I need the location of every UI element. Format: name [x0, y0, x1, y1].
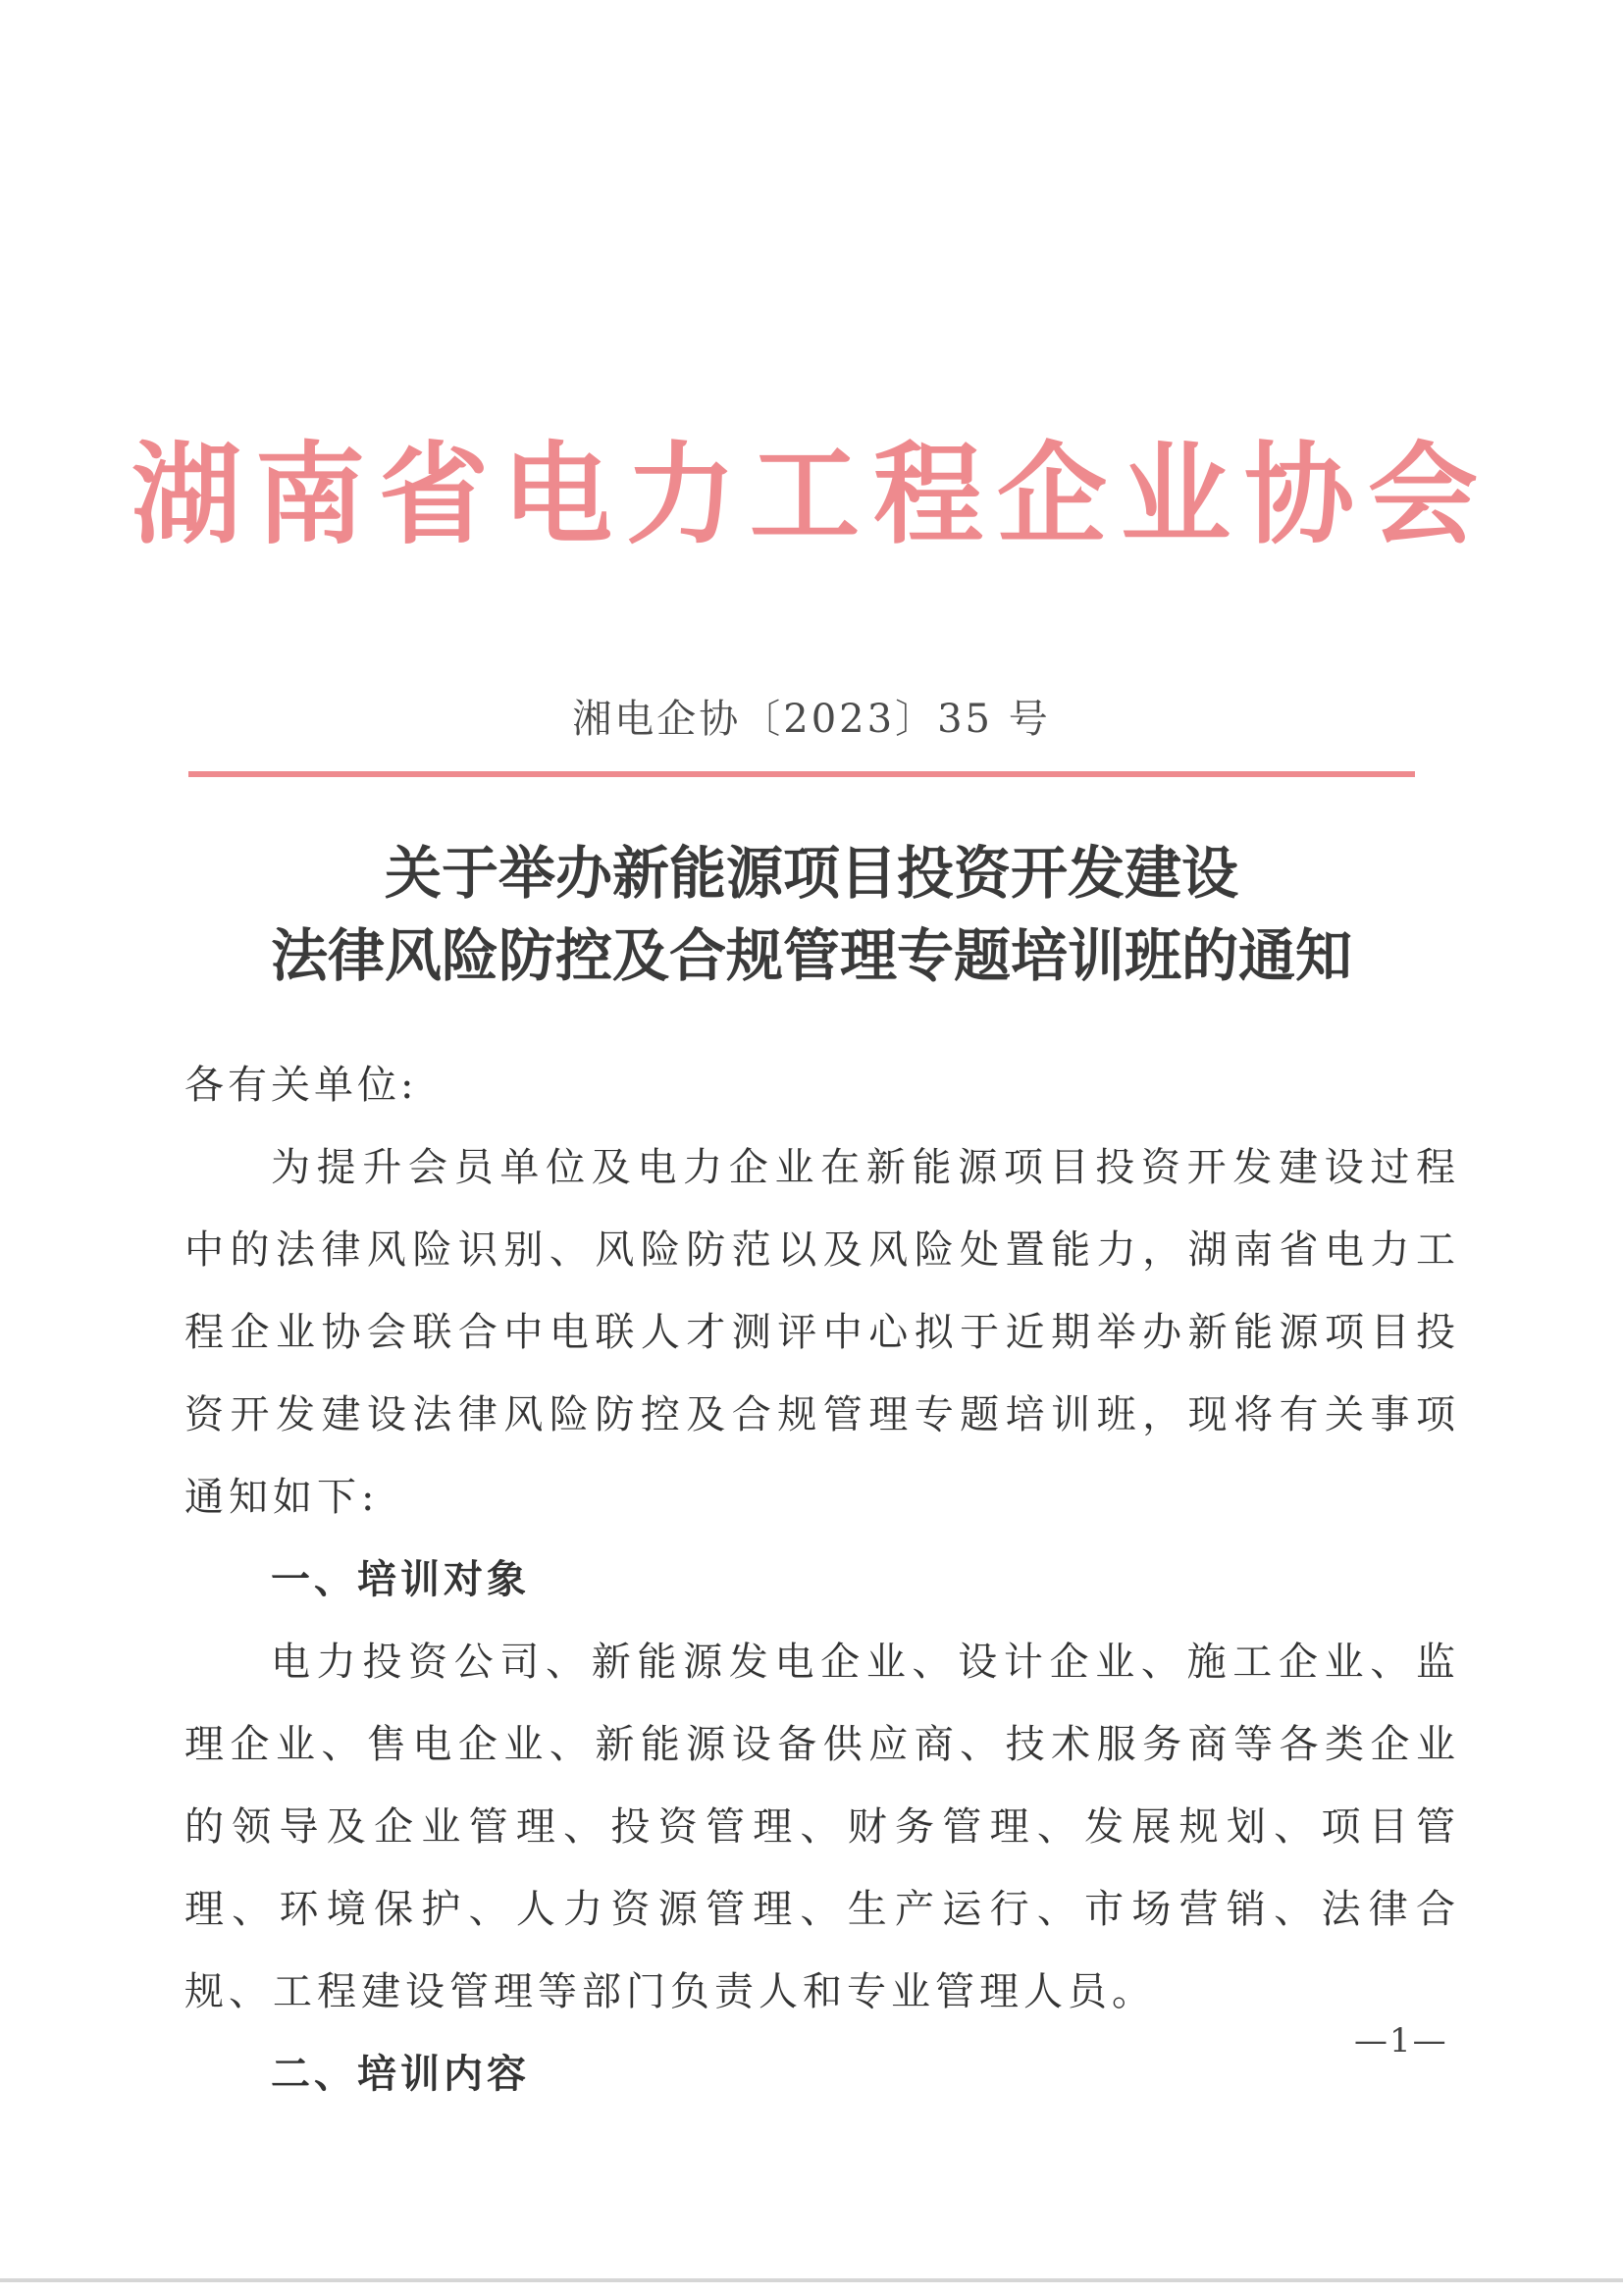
document-title [0, 832, 1623, 997]
section-1-heading: 一、培训对象 [271, 1557, 530, 1602]
intro-paragraph: 为提升会员单位及电力企业在新能源项目投资开发建设过程中的法律风险识别、风险防范以及风险处置能力，湖南省电力工程企业协会联合中电联人才测评中心拟于近期举办新能源项目投资开发建设法律风险防控及合规管理专题培训班，现将有关事项通知如下: [184, 1145, 1460, 1520]
title-line-2: 法律风险防控及合规管理专题培训班的通知 [270, 922, 1352, 989]
salutation: 各有关单位: [184, 1063, 418, 1108]
section-2-heading: 二、培训内容 [271, 2052, 530, 2097]
document-body [184, 1044, 1460, 2115]
title-line-1: 关于举办新能源项目投资开发建设 [384, 840, 1238, 907]
red-divider-line [188, 771, 1415, 777]
section-1-paragraph: 电力投资公司、新能源发电企业、设计企业、施工企业、监理企业、售电企业、新能源设备供应商、技术服务商等各类企业的领导及企业管理、投资管理、财务管理、发展规划、项目管理、环境保护、人力资源管理、生产运行、市场营销、法律合规、工程建设管理等部门负责人和专业管理人员。 [184, 1640, 1460, 2014]
page-bottom-edge [0, 2278, 1623, 2282]
organization-masthead: 湖南省电力工程企业协会 [131, 432, 1492, 559]
document-number: 湘电企协〔2023〕35 号 [572, 697, 1051, 742]
page-number: —1— [1354, 2021, 1448, 2061]
